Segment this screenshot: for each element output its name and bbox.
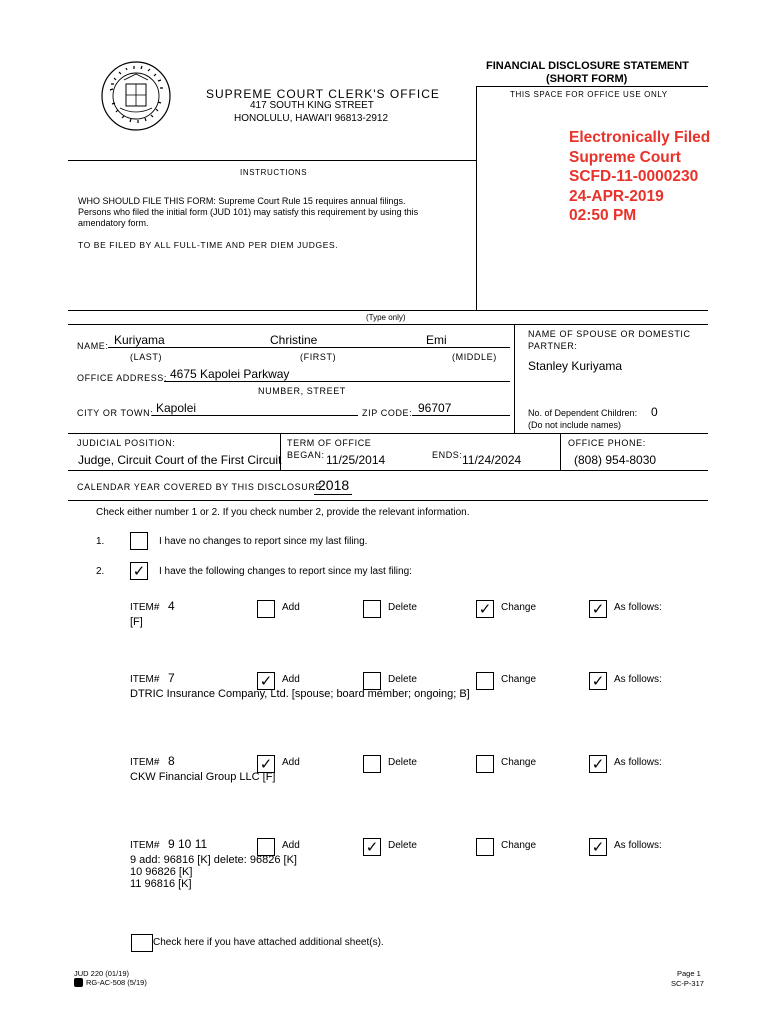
efiled-stamp <box>569 128 710 226</box>
efiled-line1: Electronically Filed <box>569 129 711 146</box>
item-label: ITEM# <box>130 674 160 685</box>
checkmark-icon: ✓ <box>591 672 605 690</box>
instructions-top-line <box>68 160 476 161</box>
last-name-value[interactable]: Kuriyama <box>114 333 165 347</box>
efiled-line5: 02:50 PM <box>569 207 637 224</box>
option2-number: 2. <box>96 566 105 577</box>
item-as-follows-checkbox[interactable] <box>589 838 607 856</box>
term-began-label: BEGAN: <box>287 450 325 460</box>
item-as-follows-label: As follows: <box>614 674 662 685</box>
spouse-value[interactable]: Stanley Kuriyama <box>528 359 623 373</box>
item-delete-checkbox[interactable] <box>363 600 381 618</box>
calendar-year-underline <box>314 494 352 495</box>
office-name: SUPREME COURT CLERK'S OFFICE <box>206 87 440 101</box>
item-delete-checkbox[interactable] <box>363 755 381 773</box>
item-label: ITEM# <box>130 840 160 851</box>
check-instructions: Check either number 1 or 2. If you check number 2, provide the relevant information. <box>96 507 470 518</box>
item-detail-line[interactable]: CKW Financial Group LLC [F] <box>130 771 276 783</box>
form-title-line1: FINANCIAL DISCLOSURE STATEMENT <box>486 60 689 72</box>
item-label: ITEM# <box>130 757 160 768</box>
option1-number: 1. <box>96 536 105 547</box>
item-detail-line[interactable]: 9 add: 96816 [K] delete: 96826 [K] <box>130 854 297 866</box>
office-address-value[interactable]: 4675 Kapolei Parkway <box>170 367 290 381</box>
checkmark-icon: ✓ <box>591 838 605 856</box>
item-as-follows-checkbox[interactable] <box>589 755 607 773</box>
position-divider <box>280 433 281 470</box>
instructions-heading: INSTRUCTIONS <box>240 168 308 177</box>
court-seal-logo <box>100 60 172 132</box>
office-address-underline <box>164 381 510 382</box>
dependents-label: No. of Dependent Children: <box>528 408 638 418</box>
spouse-divider <box>514 324 515 434</box>
item-detail-line[interactable]: DTRIC Insurance Company, Ltd. [spouse; board member; ongoing; B] <box>130 688 470 700</box>
footer-page: Page 1 <box>677 969 701 978</box>
type-only-note: (Type only) <box>366 313 406 322</box>
efiled-line2: Supreme Court <box>569 148 681 166</box>
middle-name-value[interactable]: Emi <box>426 333 447 347</box>
instructions-p1-line2: Persons who filed the initial form (JUD 101) may satisfy this requirement by using this <box>78 207 419 217</box>
item-add-label: Add <box>282 602 300 613</box>
checkmark-icon: ✓ <box>365 838 379 856</box>
item-delete-label: Delete <box>388 674 417 685</box>
item-change-label: Change <box>501 757 537 768</box>
office-use-label: THIS SPACE FOR OFFICE USE ONLY <box>510 90 668 99</box>
judicial-position-label: JUDICIAL POSITION: <box>77 438 176 448</box>
city-label: CITY OR TOWN: <box>77 408 154 418</box>
first-name-value[interactable]: Christine <box>270 333 318 347</box>
item-as-follows-label: As follows: <box>614 757 662 768</box>
zip-label: ZIP CODE: <box>362 408 413 418</box>
address-line2: HONOLULU, HAWAI'I 96813-2912 <box>234 113 389 124</box>
instructions-bottom-line <box>68 310 708 311</box>
efiled-line4: 24-APR-2019 <box>569 187 664 205</box>
item-detail-line[interactable]: 11 96816 [K] <box>130 878 192 890</box>
middle-name-label: (MIDDLE) <box>452 352 497 362</box>
name-underline <box>108 347 510 348</box>
item-delete-checkbox[interactable] <box>363 838 381 856</box>
item-as-follows-label: As follows: <box>614 602 662 613</box>
checkmark-icon: ✓ <box>259 672 273 690</box>
calendar-bottom-line <box>68 500 708 501</box>
item-add-label: Add <box>282 840 300 851</box>
office-address-label: OFFICE ADDRESS: <box>77 373 168 383</box>
item-change-label: Change <box>501 602 537 613</box>
item-add-label: Add <box>282 674 300 685</box>
additional-sheets-checkbox[interactable] <box>131 934 153 952</box>
item-number[interactable]: 7 <box>168 671 175 685</box>
calendar-year-value[interactable]: 2018 <box>318 477 350 493</box>
item-number[interactable]: 4 <box>168 599 175 613</box>
instructions-p1-line3: amendatory form. <box>78 218 149 228</box>
item-delete-label: Delete <box>388 757 417 768</box>
term-label: TERM OF OFFICE <box>287 438 372 448</box>
position-bottom-line <box>68 470 708 471</box>
item-detail-line[interactable]: [F] <box>130 616 143 628</box>
office-address-sublabel: NUMBER, STREET <box>258 386 346 396</box>
option1-checkbox[interactable] <box>130 532 148 550</box>
address-line1: 417 SOUTH KING STREET <box>250 100 374 111</box>
item-number[interactable]: 8 <box>168 754 175 768</box>
city-value[interactable]: Kapolei <box>156 401 197 415</box>
office-phone-label: OFFICE PHONE: <box>568 438 646 448</box>
term-ends-value[interactable]: 11/24/2024 <box>462 453 522 467</box>
office-box-left <box>476 86 477 311</box>
item-change-checkbox[interactable] <box>476 600 494 618</box>
item-change-checkbox[interactable] <box>476 755 494 773</box>
item-delete-label: Delete <box>388 602 417 613</box>
dependents-note: (Do not include names) <box>528 420 622 430</box>
form-top-line <box>68 324 708 325</box>
item-add-label: Add <box>282 757 300 768</box>
zip-underline <box>412 415 510 416</box>
checkmark-icon: ✓ <box>259 755 273 773</box>
form-title-line2: (SHORT FORM) <box>546 73 628 85</box>
calendar-year-label: CALENDAR YEAR COVERED BY THIS DISCLOSURE: <box>77 482 326 492</box>
item-add-checkbox[interactable] <box>257 600 275 618</box>
option2-checkmark: ✓ <box>132 562 146 580</box>
last-name-label: (LAST) <box>130 352 163 362</box>
footer-code: SC-P-317 <box>671 979 704 988</box>
item-number[interactable]: 9 10 11 <box>168 837 208 851</box>
efiled-line3: SCFD-11-0000230 <box>569 168 699 185</box>
checkmark-icon: ✓ <box>478 600 492 618</box>
checkmark-icon: ✓ <box>591 600 605 618</box>
item-as-follows-checkbox[interactable] <box>589 600 607 618</box>
additional-sheets-text: Check here if you have attached additional sheet(s). <box>153 937 384 948</box>
term-began-value[interactable]: 11/25/2014 <box>326 453 386 467</box>
spouse-label-line1: NAME OF SPOUSE OR DOMESTIC <box>528 329 691 339</box>
option1-text: I have no changes to report since my last filing. <box>159 536 368 547</box>
instructions-p1-line1: WHO SHOULD FILE THIS FORM: Supreme Court Rule 15 requires annual filings. <box>78 196 406 206</box>
spouse-label-line2: PARTNER: <box>528 341 578 351</box>
item-label: ITEM# <box>130 602 160 613</box>
judicial-position-value[interactable]: Judge, Circuit Court of the First Circuit <box>78 453 282 467</box>
city-underline <box>152 415 358 416</box>
phone-divider <box>560 433 561 470</box>
option2-text: I have the following changes to report since my last filing: <box>159 566 412 577</box>
term-ends-label: ENDS: <box>432 450 463 460</box>
item-as-follows-label: As follows: <box>614 840 662 851</box>
office-box-top <box>476 86 708 87</box>
item-change-checkbox[interactable] <box>476 838 494 856</box>
position-top-line <box>68 433 708 434</box>
footer-rg: RG-AC-508 (5/19) <box>86 978 147 987</box>
checkmark-icon: ✓ <box>591 755 605 773</box>
dependents-value[interactable]: 0 <box>651 405 658 419</box>
zip-value[interactable]: 96707 <box>418 401 452 415</box>
item-detail-line[interactable]: 10 96826 [K] <box>130 866 193 878</box>
name-label: NAME: <box>77 341 109 351</box>
first-name-label: (FIRST) <box>300 352 337 362</box>
instructions-p2: TO BE FILED BY ALL FULL-TIME AND PER DIEM JUDGES. <box>78 240 339 250</box>
item-change-checkbox[interactable] <box>476 672 494 690</box>
item-change-label: Change <box>501 840 537 851</box>
office-phone-value[interactable]: (808) 954-8030 <box>574 453 657 467</box>
item-delete-label: Delete <box>388 840 417 851</box>
item-as-follows-checkbox[interactable] <box>589 672 607 690</box>
pdf-filler-icon <box>74 978 83 987</box>
option2-checkbox[interactable] <box>130 562 148 580</box>
footer-form-id: JUD 220 (01/19) <box>74 969 130 978</box>
item-change-label: Change <box>501 674 537 685</box>
